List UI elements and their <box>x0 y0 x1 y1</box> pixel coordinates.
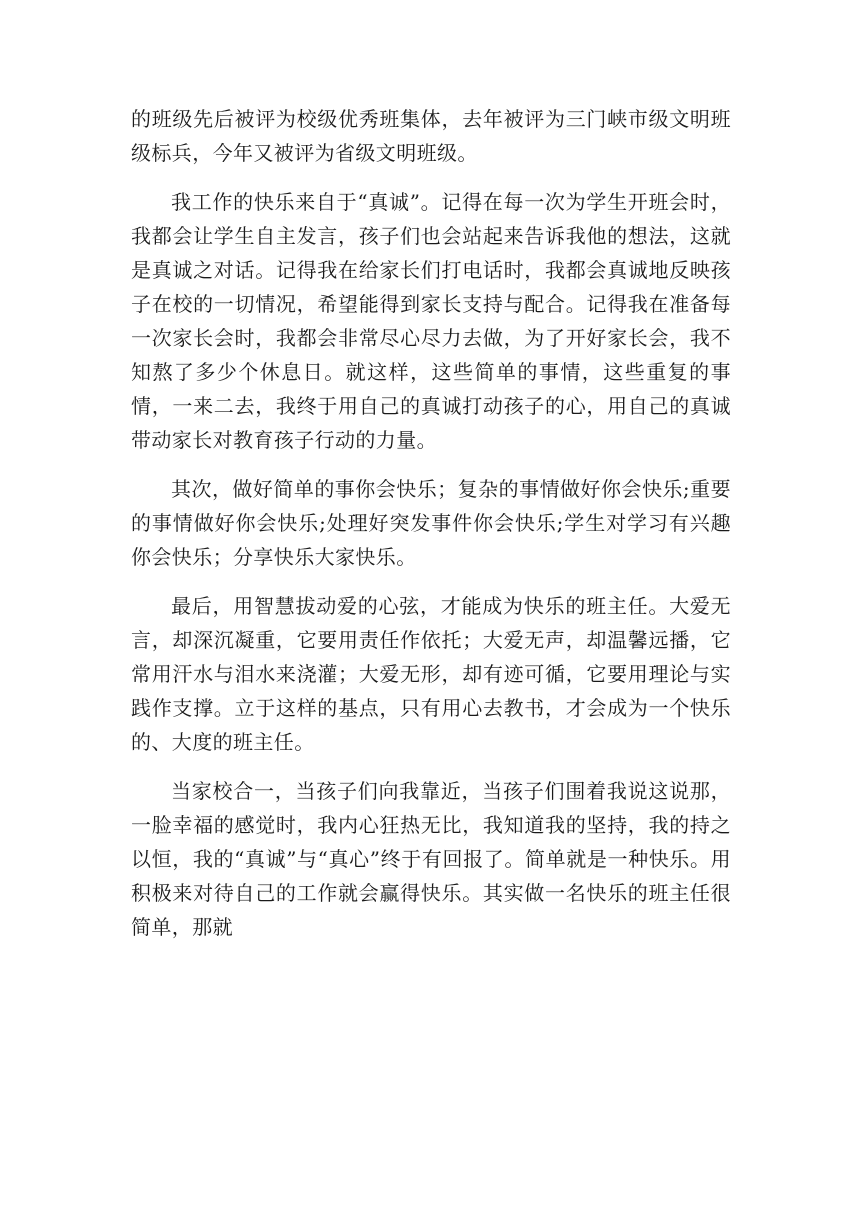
paragraph-sincerity: 我工作的快乐来自于“真诚”。记得在每一次为学生开班会时，我都会让学生自主发言，孩子们也会站起来告诉我他的想法，这就是真诚之对话。记得我在给家长们打电话时，我都会真诚地反映孩子在校的一切情况，希望能得到家长支持与配合。记得我在准备每一次家长会时，我都会非常尽心尽力去做，为了开好家长会，我不知熬了多少个休息日。就这样，这些简单的事情，这些重复的事情，一来二去，我终于用自己的真诚打动孩子的心，用自己的真诚带动家长对教育孩子行动的力量。 <box>131 190 731 452</box>
paragraph-conclusion: 当家校合一，当孩子们向我靠近，当孩子们围着我说这说那，一脸幸福的感觉时，我内心狂热无比，我知道我的坚持，我的持之以恒，我的“真诚”与“真心”终于有回报了。简单就是一种快乐。用积极来对待自己的工作就会赢得快乐。其实做一名快乐的班主任很简单，那就 <box>131 779 731 939</box>
paragraph-finally: 最后，用智慧拔动爱的心弦，才能成为快乐的班主任。大爱无言，却深沉凝重，它要用责任作依托；大爱无声，却温馨远播，它常用汗水与泪水来浇灌；大爱无形，却有迹可循，它要用理论与实践作支撑。立于这样的基点，只有用心去教书，才会成为一个快乐的、大度的班主任。 <box>131 594 731 754</box>
paragraph-next: 其次，做好简单的事你会快乐；复杂的事情做好你会快乐;重要的事情做好你会快乐;处理好突发事件你会快乐;学生对学习有兴趣你会快乐；分享快乐大家快乐。 <box>131 477 731 569</box>
document-body <box>131 102 731 959</box>
paragraph-continuation: 的班级先后被评为校级优秀班集体，去年被评为三门峡市级文明班级标兵，今年又被评为省级文明班级。 <box>131 107 731 165</box>
